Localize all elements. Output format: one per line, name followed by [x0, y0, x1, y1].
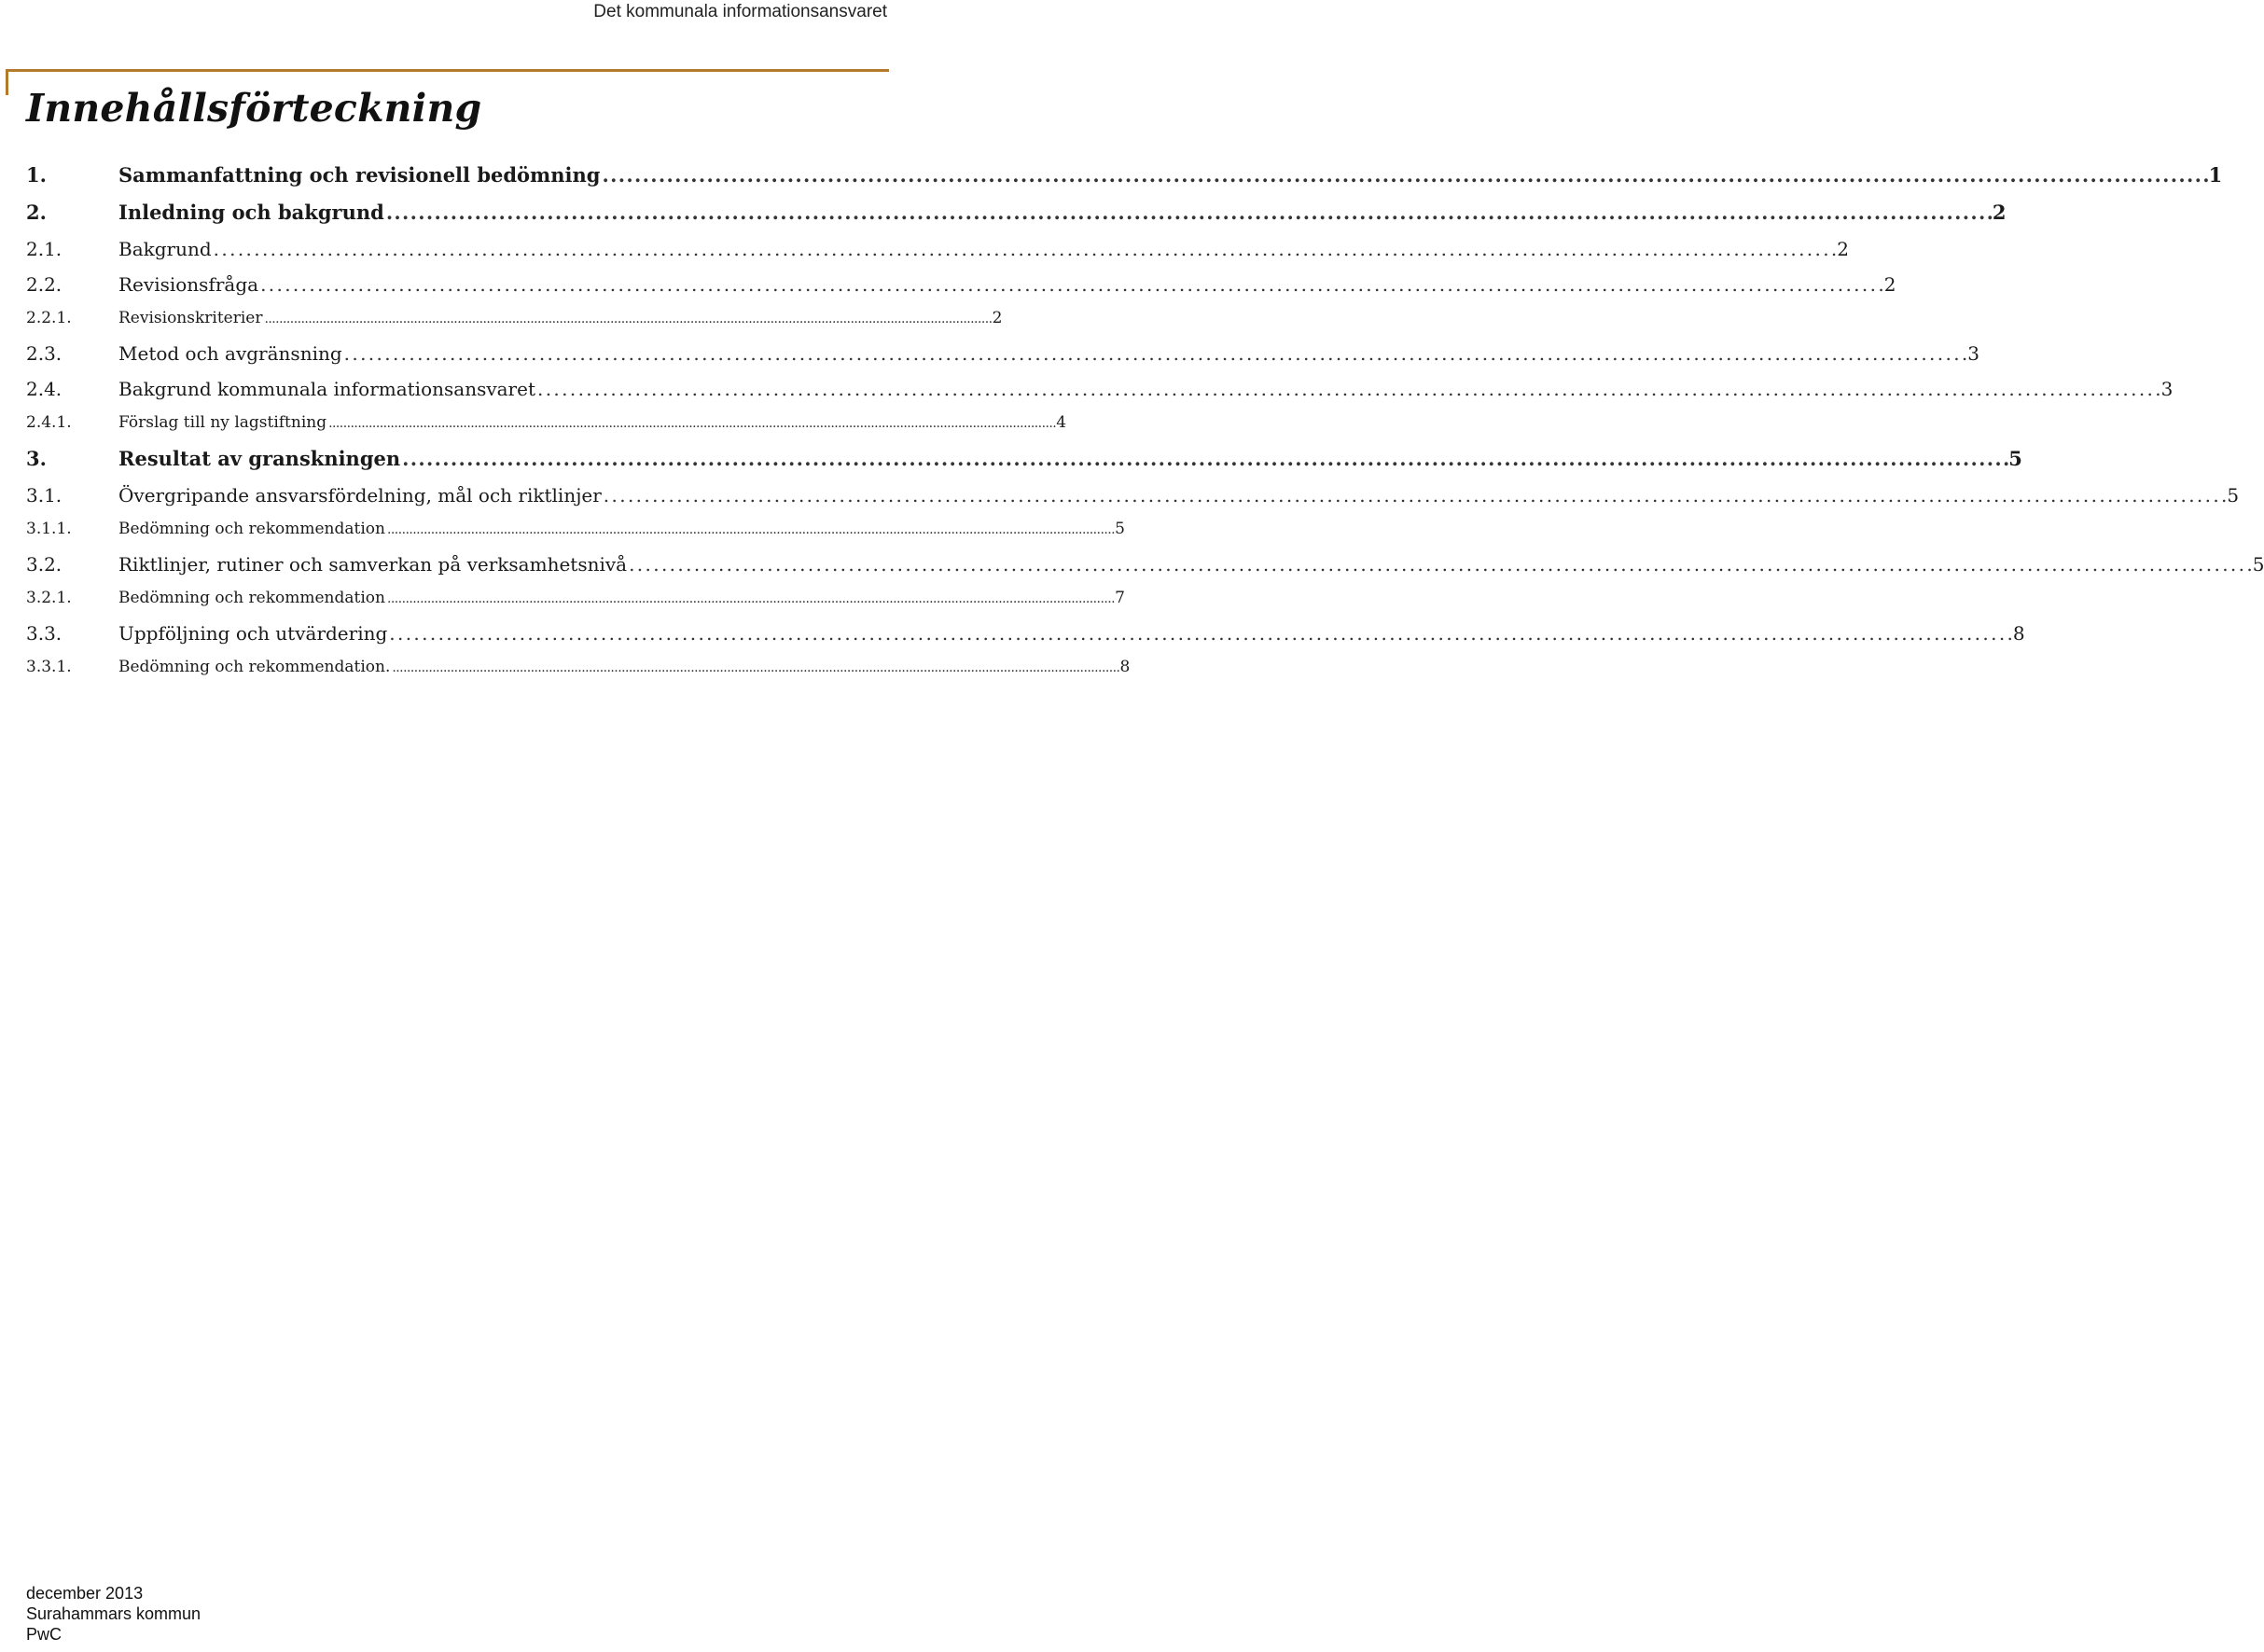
toc-entry[interactable]	[26, 413, 1067, 447]
toc-dot-leader	[214, 238, 1836, 260]
toc-entry-page: 1	[2208, 163, 2223, 187]
toc-dot-leader	[387, 589, 1113, 607]
toc-title: Innehållsförteckning	[26, 86, 482, 131]
toc-entry-page: 2	[992, 309, 1003, 327]
toc-entry[interactable]	[26, 553, 2264, 589]
toc-entry-text: Sammanfattning och revisionell bedömning	[118, 163, 601, 187]
toc-entry-text: Bedömning och rekommendation.	[118, 658, 391, 676]
toc-entry-page: 3	[1967, 342, 1980, 365]
toc-entry-number: 3.3.1.	[26, 658, 72, 676]
toc-entry-number: 3.3.	[26, 622, 63, 645]
toc-entry-text: Resultat av granskningen	[118, 447, 401, 470]
toc-entry-text: Bedömning och rekommendation	[118, 520, 385, 538]
toc-entry-text: Revisionskriterier	[118, 309, 263, 327]
toc-dot-leader	[386, 201, 1991, 224]
toc-entry[interactable]	[26, 309, 1003, 342]
toc-entry-page: 5	[1115, 520, 1125, 538]
toc-entry[interactable]	[26, 273, 1896, 309]
toc-dot-leader	[402, 447, 2007, 470]
toc-entry-page: 7	[1115, 589, 1125, 607]
toc-entry-page: 2	[1883, 273, 1896, 296]
toc-dot-leader	[264, 309, 990, 327]
toc-entry-number: 3.	[26, 447, 47, 470]
toc-entry-page: 5	[2008, 447, 2022, 470]
toc-dot-leader	[387, 520, 1113, 538]
toc-entry[interactable]	[26, 342, 1980, 378]
toc-dot-leader	[389, 622, 2011, 645]
header-rule-horizontal	[6, 69, 889, 72]
toc-entry-page: 8	[2012, 622, 2025, 645]
toc-entry[interactable]	[26, 201, 2007, 238]
toc-entry-text: Bedömning och rekommendation	[118, 589, 385, 607]
toc-entry[interactable]	[26, 378, 2174, 413]
toc-dot-leader	[328, 413, 1054, 432]
toc-entry-text: Metod och avgränsning	[118, 342, 342, 365]
toc-entry-text: Bakgrund	[118, 238, 212, 260]
toc-entry-text: Förslag till ny lagstiftning	[118, 413, 327, 432]
toc-dot-leader	[537, 378, 2160, 400]
toc-entry-text: Bakgrund kommunala informationsansvaret	[118, 378, 535, 400]
toc-entry-number: 2.1.	[26, 238, 63, 260]
toc-entry-number: 2.4.1.	[26, 413, 72, 432]
toc-entry[interactable]	[26, 238, 1850, 273]
page-footer	[26, 1583, 201, 1645]
toc-entry-number: 2.4.	[26, 378, 63, 400]
toc-entry-page: 5	[2252, 553, 2264, 576]
toc-entry-number: 3.1.	[26, 484, 63, 507]
toc-entry-text: Övergripande ansvarsfördelning, mål och riktlinjer	[118, 484, 602, 507]
toc-entry-number: 3.2.1.	[26, 589, 72, 607]
toc-dot-leader	[344, 342, 1966, 365]
toc-entry-number: 2.3.	[26, 342, 63, 365]
footer-date: december 2013	[26, 1584, 144, 1603]
footer-firm: PwC	[26, 1625, 63, 1644]
toc-entry-page: 5	[2227, 484, 2240, 507]
toc-entry-page: 4	[1056, 413, 1067, 432]
toc-entry-page: 2	[1837, 238, 1850, 260]
toc-entry-page: 3	[2160, 378, 2174, 400]
toc-entry-number: 2.	[26, 201, 47, 224]
footer-organization: Surahammars kommun	[26, 1604, 201, 1623]
toc-entry-page: 2	[1992, 201, 2007, 224]
toc-entry-text: Uppföljning och utvärdering	[118, 622, 388, 645]
toc-entry-number: 1.	[26, 163, 47, 187]
header-rule-vertical	[6, 69, 8, 95]
toc-entry[interactable]	[26, 589, 1125, 622]
toc-entry-number: 3.2.	[26, 553, 63, 576]
toc-entry-text: Riktlinjer, rutiner och samverkan på verksamhetsnivå	[118, 553, 628, 576]
running-header: Det kommunala informationsansvaret	[593, 2, 887, 21]
toc-entry-number: 3.1.1.	[26, 520, 72, 538]
toc-entry-text: Inledning och bakgrund	[118, 201, 384, 224]
toc-entry-number: 2.2.1.	[26, 309, 72, 327]
toc-entry[interactable]	[26, 658, 1131, 691]
toc-dot-leader	[602, 163, 2206, 187]
toc-dot-leader	[604, 484, 2226, 507]
table-of-contents	[26, 163, 2264, 691]
toc-entry[interactable]	[26, 163, 2223, 201]
toc-dot-leader	[629, 553, 2251, 576]
toc-entry-number: 2.2.	[26, 273, 63, 296]
toc-dot-leader	[392, 658, 1118, 676]
toc-entry-text: Revisionsfråga	[118, 273, 259, 296]
toc-entry[interactable]	[26, 447, 2022, 484]
toc-entry[interactable]	[26, 520, 1125, 553]
toc-entry[interactable]	[26, 484, 2240, 520]
toc-entry[interactable]	[26, 622, 2025, 658]
toc-entry-page: 8	[1119, 658, 1131, 676]
toc-dot-leader	[260, 273, 1882, 296]
